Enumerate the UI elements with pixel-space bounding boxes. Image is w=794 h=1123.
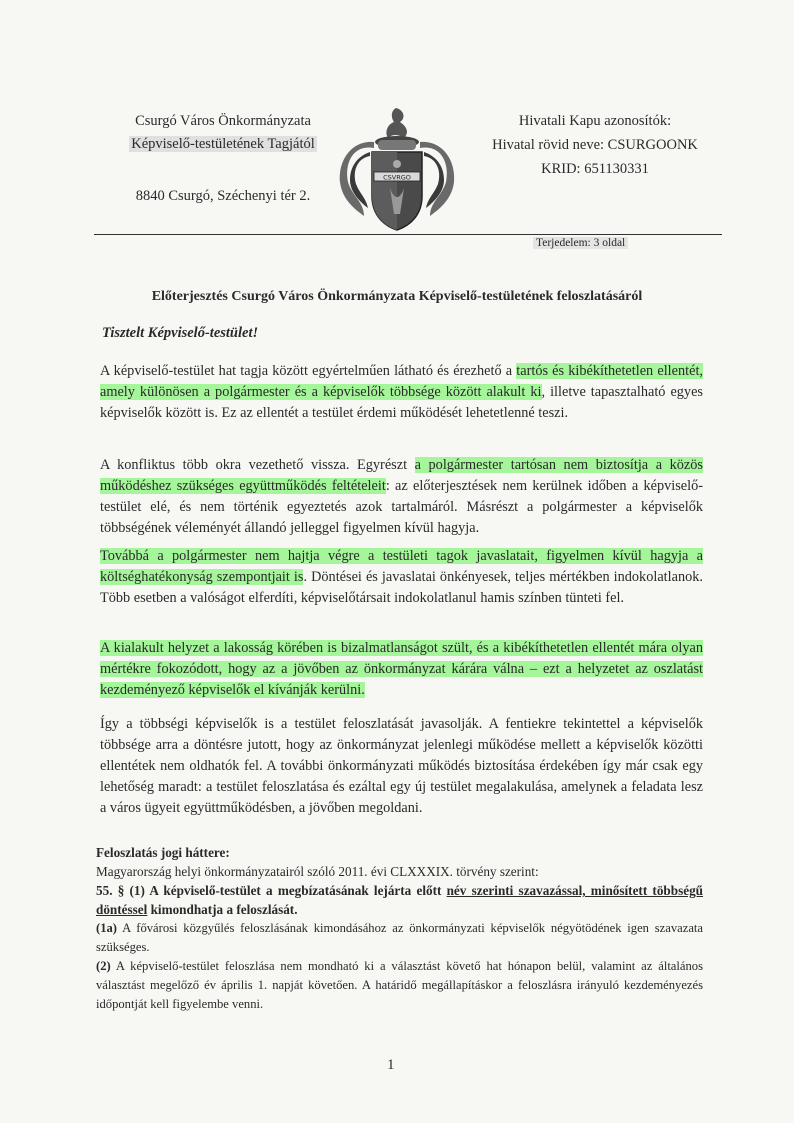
salutation: Tisztelt Képviselő-testület! — [102, 325, 259, 341]
page-count: Terjedelem: 3 oldal — [533, 237, 628, 249]
legal-s55-underlined: név szerinti szavazással, minősített többségű döntéssel — [96, 883, 703, 917]
gateway-short-name: Hivatal rövid neve: CSURGOONK — [492, 137, 698, 153]
sender-org-line-1: Csurgó Város Önkormányzata — [135, 113, 311, 129]
crest-banner-text: CSVRGO — [383, 173, 411, 182]
paragraph-5 — [100, 714, 703, 819]
legal-1a-text: A fővárosi közgyűlés feloszlásának kimondásához az önkormányzati képviselők négyötödének igen szavazata szükséges. — [96, 921, 703, 954]
paragraph-3 — [100, 546, 703, 609]
paragraph-2-highlight: a polgármester tartósan nem biztosítja a közös működéshez szükséges együttműködés feltételeit — [100, 457, 703, 494]
paragraph-4-highlight: A kialakult helyzet a lakosság körében is bizalmatlanságot szült, és a kibékíthetetlen ellentét mára olyan mértékre fokozódott, hogy az a jövőben az önkormányzat kárára válna – ezt a helyzetet az oszlatást kezdeményező képviselők el kívánják kerülni. — [100, 640, 703, 698]
legal-s55-text: 55. § (1) A képviselő-testület a megbízatásának lejárta előtt — [96, 883, 447, 898]
sender-org-line-2: Képviselő-testületének Tagjától — [131, 136, 315, 152]
header-divider — [94, 234, 722, 235]
paragraph-1 — [100, 361, 703, 424]
sender-block — [108, 111, 338, 206]
paragraph-5-text: Így a többségi képviselők is a testület feloszlatását javasolják. A fentiekre tekintettel a képviselők többsége arra a döntésre jutott, hogy az önkormányzat jelenlegi működése mellett a képviselők közötti ellentétek nem oldhatók fel. A további önkormányzati működés biztosítása érdekében így már csak egy lehetőség maradt: a testület feloszlatása és ezáltal egy új testület megalakulása, amelynek a feladata lesz a város ügyeit együttműködésben, a jövőben megoldani. — [100, 716, 703, 816]
gateway-krid: KRID: 651130331 — [541, 161, 649, 177]
legal-s55-text-end: kimondhatja a feloszlását. — [147, 902, 298, 917]
page-number: 1 — [387, 1057, 395, 1073]
paragraph-1-text-end: , illetve tapasztalható egyes képviselők között is. Ez az ellentét a testület érdemi működését lehetetlenné teszi. — [100, 384, 703, 421]
legal-heading: Feloszlatás jogi háttere: — [96, 845, 230, 860]
legal-intro: Magyarország helyi önkormányzatairól szóló 2011. évi CLXXXIX. törvény szerint: — [96, 864, 539, 879]
legal-2-label: (2) — [96, 959, 111, 973]
paragraph-1-text: A képviselő-testület hat tagja között egyértelműen látható és érezhető a — [100, 363, 517, 379]
paragraph-1-highlight: tartós és kibékíthetetlen ellentét, amely különösen a polgármester és a képviselők többsége között alakult ki — [100, 363, 703, 400]
legal-section-55-1 — [96, 881, 703, 919]
paragraph-2-text-end: : az előterjesztések nem kerülnek időben a képviselő-testület elé, és nem történik egyeztetés azok tartalmáról. Másrészt a polgármester a képviselők többségének véleményét állandó jelleggel figyelmen kívül hagyja. — [100, 478, 703, 536]
legal-1a-label: (1a) — [96, 921, 117, 935]
legal-2-text: A képviselő-testület feloszlása nem mondható ki a választást követő hat hónapon belül, valamint az általános választást megelőző év április 1. napját követően. A határidő megállapításkor a feloszlásra irányuló kezdeményezés időpontját kell figyelembe venni. — [96, 959, 703, 1011]
legal-section-2 — [96, 957, 703, 1014]
paragraph-4 — [100, 638, 703, 701]
paragraph-3-text-end: . Döntései és javaslatai önkényesek, teljes mértékben indokolatlanok. Több esetben a valóságot elferdíti, képviselőtársait indokolatlanul hamis színben tünteti fel. — [100, 569, 703, 606]
coat-of-arms-icon — [334, 104, 460, 232]
gateway-ids-title: Hivatali Kapu azonosítók: — [518, 113, 672, 129]
legal-section — [96, 843, 703, 1014]
paragraph-3-highlight: Továbbá a polgármester nem hajtja végre a testületi tagok javaslatait, figyelmen kívül hagyja a költséghatékonyság szempontjait is — [100, 548, 703, 585]
paragraph-2 — [100, 455, 703, 539]
paragraph-2-text: A konfliktus több okra vezethető vissza. Egyrészt — [100, 457, 415, 473]
gateway-ids-block — [470, 111, 720, 183]
sender-address: 8840 Csurgó, Széchenyi tér 2. — [135, 188, 311, 204]
document-title: Előterjesztés Csurgó Város Önkormányzata Képviselő-testületének feloszlatásáról — [151, 289, 643, 304]
legal-section-1a — [96, 919, 703, 957]
